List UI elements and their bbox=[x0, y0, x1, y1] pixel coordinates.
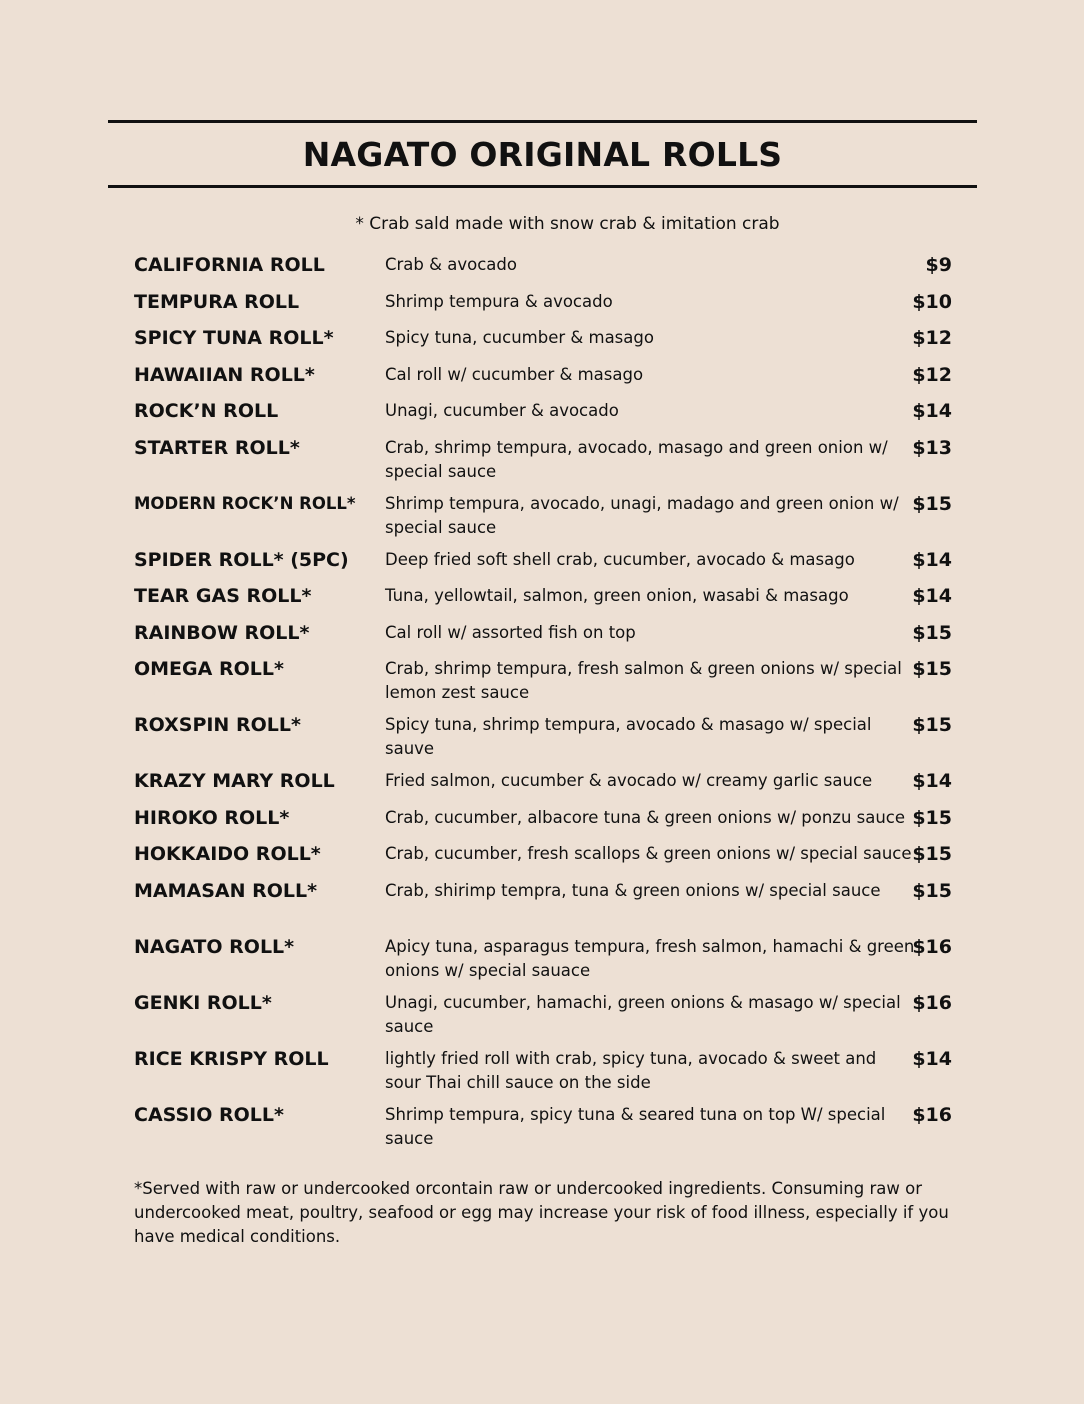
item-name: SPIDER ROLL* (5PC) bbox=[134, 548, 349, 571]
menu-item bbox=[134, 1100, 952, 1156]
item-price: $15 bbox=[912, 879, 952, 902]
crab-note: * Crab sald made with snow crab & imitation crab bbox=[355, 214, 780, 234]
item-name: GENKI ROLL* bbox=[134, 991, 272, 1014]
item-name: RICE KRISPY ROLL bbox=[134, 1047, 329, 1070]
menu-item bbox=[134, 766, 952, 803]
item-name: TEMPURA ROLL bbox=[134, 290, 300, 313]
item-description: Deep fried soft shell crab, cucumber, avocado & masago bbox=[385, 549, 855, 569]
item-price: $12 bbox=[912, 327, 952, 349]
menu-item bbox=[134, 876, 952, 932]
item-price: $15 bbox=[912, 658, 952, 680]
menu-list bbox=[134, 250, 952, 1156]
item-price: $14 bbox=[912, 585, 952, 607]
item-description: Shrimp tempura & avocado bbox=[385, 291, 613, 311]
item-price: $14 bbox=[912, 1047, 952, 1070]
item-price: $14 bbox=[912, 770, 952, 792]
item-description: Crab, shrimp tempura, fresh salmon & green onions w/ special lemon zest sauce bbox=[385, 659, 902, 702]
item-price: $15 bbox=[912, 492, 952, 515]
item-description: Crab, shrimp tempura, avocado, masago and green onion w/ special sauce bbox=[385, 437, 888, 481]
item-name: HOKKAIDO ROLL* bbox=[134, 843, 321, 865]
item-description: Cal roll w/ assorted fish on top bbox=[385, 622, 636, 642]
item-description: Fried salmon, cucumber & avocado w/ creamy garlic sauce bbox=[385, 771, 873, 790]
title-top-rule bbox=[108, 120, 977, 123]
item-price: $14 bbox=[912, 400, 952, 422]
item-price: $10 bbox=[912, 290, 952, 313]
item-description: Shrimp tempura, avocado, unagi, madago and green onion w/ special sauce bbox=[385, 493, 899, 537]
item-description: Crab, cucumber, fresh scallops & green onions w/ special sauce bbox=[385, 844, 912, 863]
menu-item bbox=[134, 932, 952, 988]
item-price: $15 bbox=[912, 806, 952, 829]
item-name: MAMASAN ROLL* bbox=[134, 879, 318, 902]
item-price: $16 bbox=[912, 991, 952, 1014]
item-description: Spicy tuna, cucumber & masago bbox=[385, 328, 654, 347]
item-price: $15 bbox=[912, 843, 952, 865]
menu-item bbox=[134, 1044, 952, 1100]
item-price: $15 bbox=[912, 621, 952, 644]
item-description: Unagi, cucumber, hamachi, green onions & masago w/ special sauce bbox=[385, 992, 901, 1036]
menu-item bbox=[134, 250, 952, 287]
item-name: ROXSPIN ROLL* bbox=[134, 714, 301, 736]
item-name: STARTER ROLL* bbox=[134, 436, 300, 459]
item-name: KRAZY MARY ROLL bbox=[134, 770, 335, 792]
menu-title: NAGATO ORIGINAL ROLLS bbox=[302, 135, 783, 174]
item-description: Crab, cucumber, albacore tuna & green onions w/ ponzu sauce bbox=[385, 807, 906, 827]
menu-item bbox=[134, 433, 952, 489]
item-name: HIROKO ROLL* bbox=[134, 806, 290, 829]
item-name: OMEGA ROLL* bbox=[134, 658, 284, 680]
item-description: Spicy tuna, shrimp tempura, avocado & masago w/ special sauve bbox=[385, 715, 872, 758]
menu-item bbox=[134, 323, 952, 360]
menu-item bbox=[134, 618, 952, 655]
item-name: CASSIO ROLL* bbox=[134, 1103, 284, 1126]
menu-item bbox=[134, 581, 952, 618]
item-name: HAWAIIAN ROLL* bbox=[134, 363, 315, 386]
item-price: $15 bbox=[912, 714, 952, 736]
menu-item bbox=[134, 988, 952, 1044]
item-name: SPICY TUNA ROLL* bbox=[134, 327, 334, 349]
item-price: $14 bbox=[912, 548, 952, 571]
item-description: Crab & avocado bbox=[385, 255, 517, 274]
item-price: $16 bbox=[912, 1103, 952, 1126]
item-price: $13 bbox=[912, 436, 952, 459]
item-description: Tuna, yellowtail, salmon, green onion, wasabi & masago bbox=[385, 586, 849, 605]
menu-item bbox=[134, 545, 952, 582]
item-description: Unagi, cucumber & avocado bbox=[385, 401, 619, 420]
item-description: Crab, shirimp tempra, tuna & green onions w/ special sauce bbox=[385, 880, 881, 900]
item-name: MODERN ROCK’N ROLL* bbox=[134, 493, 356, 513]
item-description: lightly fried roll with crab, spicy tuna, avocado & sweet and sour Thai chill sauce on the side bbox=[385, 1048, 877, 1092]
item-description: Apicy tuna, asparagus tempura, fresh salmon, hamachi & green onions w/ special sauace bbox=[385, 936, 915, 980]
item-description: Cal roll w/ cucumber & masago bbox=[385, 364, 644, 384]
menu-item bbox=[134, 803, 952, 840]
menu-item bbox=[134, 489, 952, 545]
item-price: $16 bbox=[912, 935, 952, 958]
item-name: ROCK’N ROLL bbox=[134, 400, 279, 422]
item-name: RAINBOW ROLL* bbox=[134, 621, 310, 644]
menu-item bbox=[134, 710, 952, 766]
item-name: TEAR GAS ROLL* bbox=[134, 585, 312, 607]
item-name: NAGATO ROLL* bbox=[134, 935, 295, 958]
item-price: $9 bbox=[925, 254, 952, 276]
menu-item bbox=[134, 360, 952, 397]
title-bottom-rule bbox=[108, 185, 977, 188]
item-description: Shrimp tempura, spicy tuna & seared tuna on top W/ special sauce bbox=[385, 1104, 886, 1148]
item-name: CALIFORNIA ROLL bbox=[134, 254, 325, 276]
menu-item bbox=[134, 839, 952, 876]
raw-food-disclaimer: *Served with raw or undercooked orcontain raw or undercooked ingredients. Consuming raw or undercooked meat, poultry, seafood or egg may increase your risk of food illness, especially if you have medical conditions. bbox=[134, 1179, 949, 1246]
menu-item bbox=[134, 654, 952, 710]
menu-item bbox=[134, 396, 952, 433]
item-price: $12 bbox=[912, 363, 952, 386]
menu-item bbox=[134, 287, 952, 324]
